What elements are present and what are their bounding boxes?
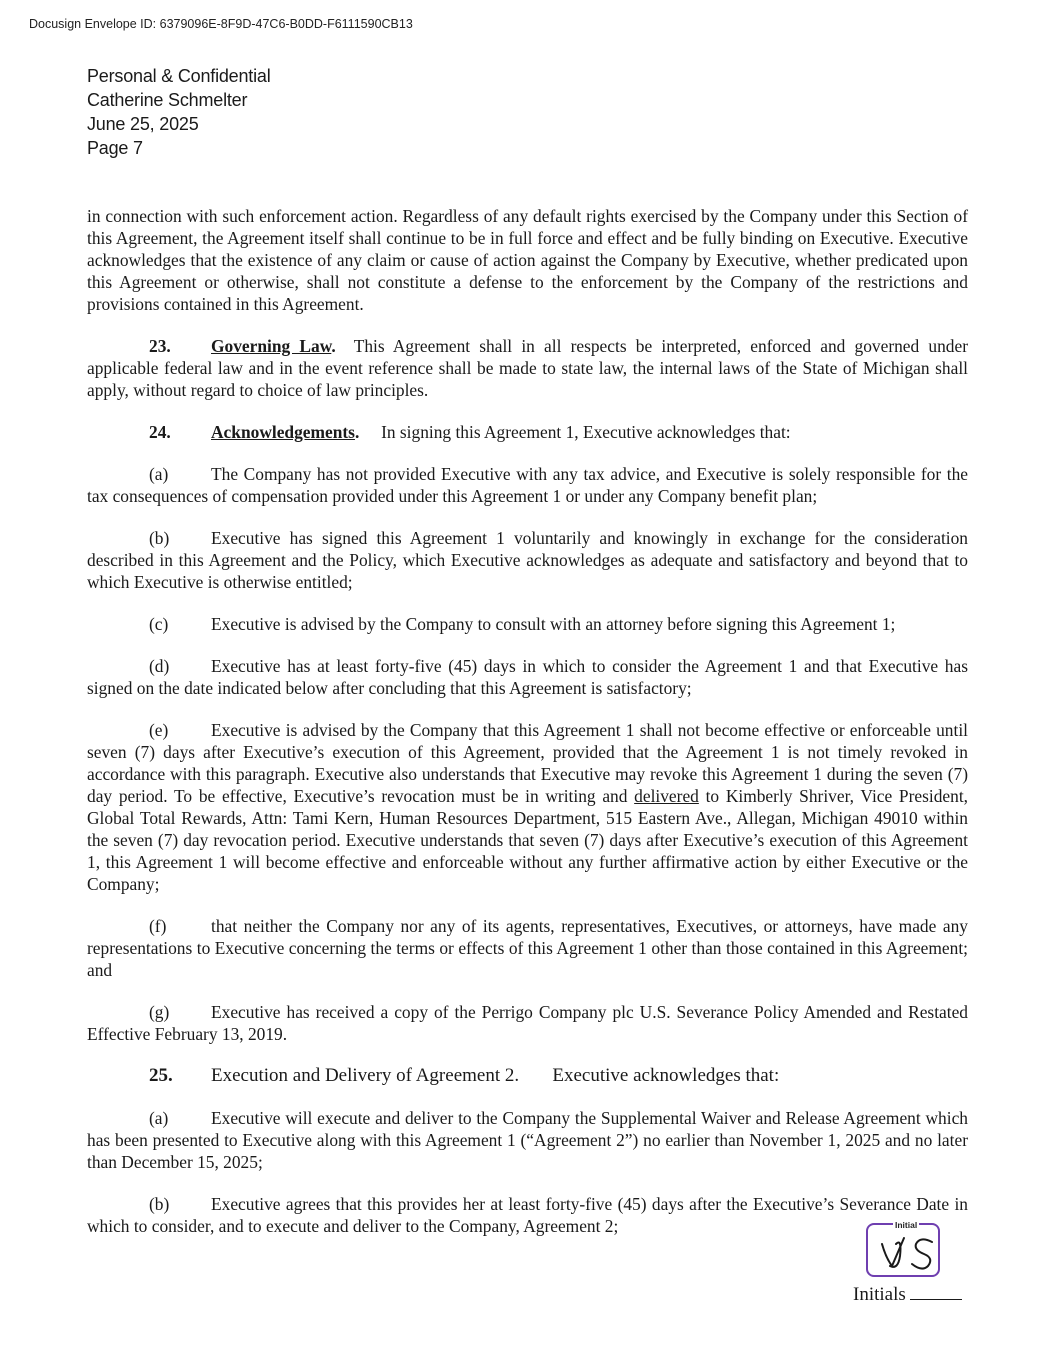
- initials-label: Initials: [853, 1284, 906, 1305]
- section-24-number: 24.: [149, 422, 171, 442]
- section-24-item-a: (a) The Company has not provided Executive with any tax advice, and Executive is solely responsible for the tax consequences of compensation provided under this Agreement 1 or under any Company benefit plan;: [87, 464, 968, 506]
- section-25: [87, 1065, 968, 1087]
- agreement-body: [87, 205, 968, 1257]
- section-23-number: 23.: [149, 336, 171, 356]
- header-confidential: Personal & Confidential: [87, 66, 271, 86]
- section-25-number: 25.: [149, 1065, 173, 1086]
- delivered-underlined: delivered: [634, 786, 699, 806]
- section-24-item-d: (d) Executive has at least forty-five (45) days in which to consider the Agreement 1 and that Executive has signed on the date indicated below after concluding that this Agreement is satisfactory;: [87, 656, 968, 698]
- initials-blank: [910, 1281, 962, 1300]
- initial-tag: Initial: [895, 1220, 918, 1230]
- section-23: 23. Governing Law. This Agreement shall in all respects be interpreted, enforced and governed under applicable federal law and in the event reference shall be made to state law, the internal laws of the State of Michigan shall apply, without regard to choice of law principles.: [87, 336, 968, 400]
- section-24-text: In signing this Agreement 1, Executive acknowledges that:: [381, 422, 791, 442]
- letter-header: [87, 64, 271, 160]
- section-25-item-a: (a) Executive will execute and deliver to the Company the Supplemental Waiver and Release Agreement which has been presented to Executive along with this Agreement 1 (“Agreement 2”) no earlier than November 1, 2025 and no later than December 15, 2025;: [87, 1108, 968, 1172]
- section-24-item-b: (b) Executive has signed this Agreement 1 voluntarily and knowingly in exchange for the consideration described in this Agreement and the Policy, which Executive acknowledges as adequate and satisfactory and beyond that to which Executive is otherwise entitled;: [87, 528, 968, 592]
- section-23-title: Governing Law: [211, 336, 332, 356]
- intro-paragraph: in connection with such enforcement action. Regardless of any default rights exercised by the Company under this Section of this Agreement, the Agreement itself shall continue to be in full force and effect and be fully binding on Executive. Executive acknowledges that the existence of any claim or cause of action against the Company by Executive, whether predicated upon this Agreement or otherwise, shall not constitute a defense to the enforcement by the Company of the restrictions and provisions contained in this Agreement.: [87, 206, 968, 314]
- header-date: June 25, 2025: [87, 114, 199, 134]
- header-page-number: Page 7: [87, 138, 143, 158]
- section-23-text: This Agreement shall in all respects be interpreted, enforced and governed under applicable federal law and in the event reference shall be made to state law, the internal laws of the State of Michigan shall apply, without regard to choice of law principles.: [87, 336, 968, 400]
- section-24-item-e: (e) Executive is advised by the Company that this Agreement 1 shall not become effective or enforceable until seven (7) days after Executive’s execution of this Agreement, provided that the Agreement 1 is not timely revoked in accordance with this paragraph. Executive also understands that Executive may revoke this Agreement 1 during the seven (7) day period. To be effective, Executive’s revocation must be in writing and delivered to Kimberly Shriver, Vice President, Global Total Rewards, Attn: Tami Kern, Human Resources Department, 515 Eastern Ave., Allegan, Michigan 49010 within the seven (7) day revocation period. Executive understands that seven (7) days after Executive’s execution of this Agreement 1, this Agreement 1 will become effective and enforceable without any further affirmative action by either Executive or the Company;: [87, 720, 968, 894]
- initials-line: [853, 1281, 962, 1306]
- section-25-item-b: (b) Executive agrees that this provides her at least forty-five (45) days after the Executive’s Severance Date in which to consider, and to execute and deliver to the Company, Agreement 2;: [87, 1194, 968, 1236]
- section-24-item-g: (g) Executive has received a copy of the Perrigo Company plc U.S. Severance Policy Amended and Restated Effective February 13, 2019.: [87, 1002, 968, 1044]
- section-25-title: Execution and Delivery of Agreement 2.: [211, 1065, 520, 1086]
- section-24-item-c: (c) Executive is advised by the Company to consult with an attorney before signing this Agreement 1;: [149, 614, 896, 634]
- section-24-item-f: (f) that neither the Company nor any of its agents, representatives, Executives, or attorneys, have made any representations to Executive concerning the terms or effects of this Agreement 1 other than those contained in this Agreement; and: [87, 916, 968, 980]
- handwritten-initials-signature: [876, 1230, 938, 1272]
- docusign-envelope-id: Docusign Envelope ID: 6379096E-8F9D-47C6-B0DD-F6111590CB13: [29, 17, 413, 31]
- section-24-title: Acknowledgements: [211, 422, 355, 442]
- section-25-text: Executive acknowledges that:: [552, 1065, 780, 1086]
- section-24: 24. Acknowledgements. In signing this Agreement 1, Executive acknowledges that:: [149, 422, 791, 442]
- header-recipient: Catherine Schmelter: [87, 90, 248, 110]
